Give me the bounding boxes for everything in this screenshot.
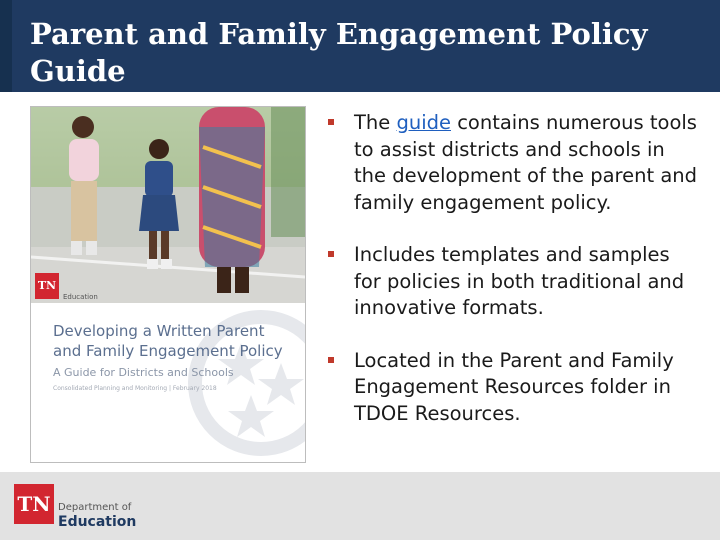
cover-badge-subtext: Education bbox=[63, 293, 98, 301]
cover-tn-badge: TN bbox=[35, 273, 59, 299]
square-bullet-icon bbox=[328, 357, 334, 363]
footer-education-text: Education bbox=[58, 514, 137, 530]
guide-cover-image bbox=[30, 106, 306, 463]
bullet-list bbox=[328, 110, 698, 453]
cover-title-line1: Developing a Written Parent bbox=[53, 322, 265, 340]
footer-department-text: Department of bbox=[58, 502, 132, 513]
tn-logo-icon: TN bbox=[14, 484, 54, 524]
bullet-item bbox=[328, 110, 698, 216]
footer-bar bbox=[0, 472, 720, 540]
bullet-item bbox=[328, 348, 698, 428]
bullet-item bbox=[328, 242, 698, 322]
title-accent-strip bbox=[0, 0, 12, 92]
cover-title-line2: and Family Engagement Policy bbox=[53, 342, 283, 360]
bullet-prefix: The bbox=[354, 111, 397, 134]
bullet-text: Includes templates and samples for policies in both traditional and innovative formats. bbox=[354, 243, 685, 319]
title-bar bbox=[0, 0, 720, 92]
cover-photo bbox=[31, 107, 305, 303]
square-bullet-icon bbox=[328, 251, 334, 257]
cover-text-block bbox=[53, 321, 303, 393]
guide-link[interactable]: guide bbox=[396, 111, 451, 134]
square-bullet-icon bbox=[328, 119, 334, 125]
bullet-suffix: contains numerous tools to assist districts and schools in the development of the parent and family engagement policy. bbox=[354, 111, 698, 214]
cover-subtitle: A Guide for Districts and Schools bbox=[53, 366, 234, 379]
bullet-text: Located in the Parent and Family Engagement Resources folder in TDOE Resources. bbox=[354, 348, 674, 425]
slide-title: Parent and Family Engagement Policy Guide bbox=[30, 17, 648, 88]
family-walking-illustration bbox=[31, 107, 305, 303]
cover-meta: Consolidated Planning and Monitoring | February 2018 bbox=[53, 385, 217, 392]
